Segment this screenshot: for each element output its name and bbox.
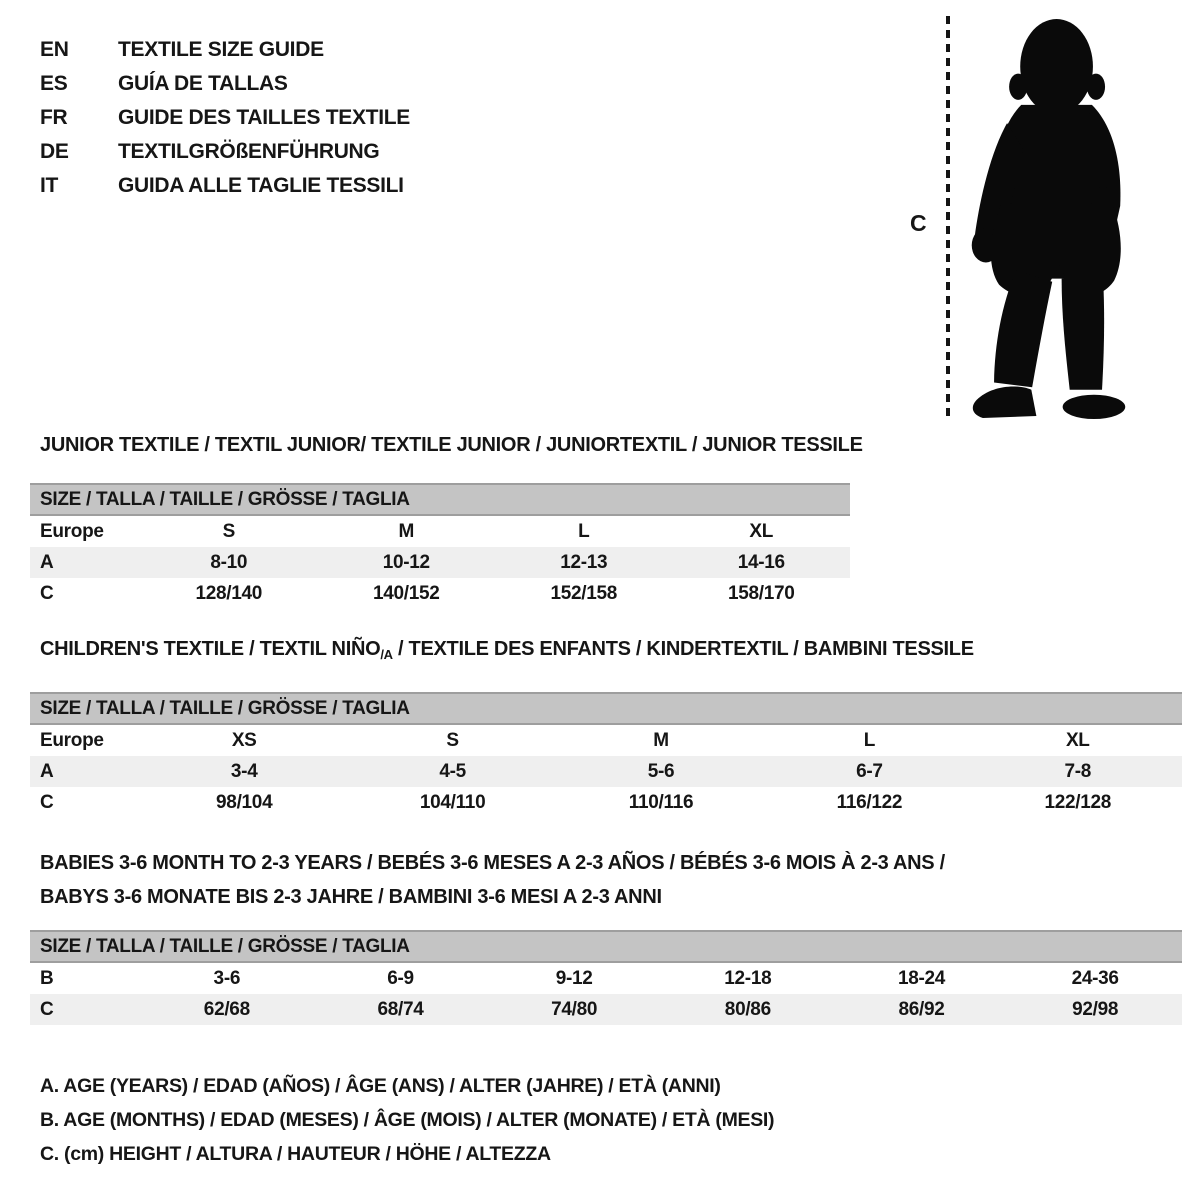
height-cell: 116/122 [836,791,903,813]
table-row-height [30,994,1182,1025]
size-cell: M [653,729,669,751]
table-row-europe [30,725,1182,756]
babies-heading-line1: BABIES 3-6 MONTH TO 2-3 YEARS / BEBÉS 3-6 MESES A 2-3 AÑOS / BÉBÉS 3-6 MOIS À 2-3 ANS / [40,852,945,874]
height-cell: 122/128 [1044,791,1112,813]
height-cell: 140/152 [372,582,440,604]
junior-size-table [30,483,850,609]
language-row-it [40,169,410,203]
row-label: C [40,791,54,813]
babies-heading-line2: BABYS 3-6 MONATE BIS 2-3 JAHRE / BAMBINI 3-6 MESI A 2-3 ANNI [40,886,662,908]
age-cell: 4-5 [439,760,466,782]
legend [40,1069,774,1171]
age-cell: 5-6 [647,760,675,782]
toddler-silhouette-icon [960,14,1138,420]
age-cell: 3-4 [230,760,258,782]
age-cell: 6-7 [856,760,883,782]
guide-title-it: GUIDA ALLE TAGLIE TESSILI [118,174,404,197]
age-cell: 18-24 [897,967,946,989]
height-cell: 86/92 [898,998,945,1020]
age-cell: 6-9 [387,967,414,989]
legend-line-c: C. (cm) HEIGHT / ALTURA / HAUTEUR / HÖHE / ALTEZZA [40,1143,551,1165]
children-heading-sub: /A [380,647,393,662]
children-size-table [30,692,1182,818]
language-row-es [40,67,410,101]
height-cell: 62/68 [203,998,250,1020]
age-cell: 8-10 [210,551,248,573]
table-row-age-months [30,963,1182,994]
height-cell: 104/110 [419,791,486,813]
age-cell: 3-6 [213,967,241,989]
guide-title-en: TEXTILE SIZE GUIDE [118,38,324,61]
row-label: B [40,967,54,989]
height-cell: 80/86 [724,998,771,1020]
children-heading-prefix: CHILDREN'S TEXTILE / TEXTIL NIÑO [40,638,381,660]
guide-title-es: GUÍA DE TALLAS [118,72,288,95]
language-code: FR [40,106,68,129]
language-row-en [40,33,410,67]
height-cell: 92/98 [1072,998,1119,1020]
height-cell: 68/74 [377,998,424,1020]
size-cell: XS [231,729,257,751]
junior-section-heading: JUNIOR TEXTILE / TEXTIL JUNIOR/ TEXTILE JUNIOR / JUNIORTEXTIL / JUNIOR TESSILE [40,434,863,456]
babies-section-heading [40,846,945,914]
size-cell: L [578,520,590,542]
language-code: IT [40,174,59,197]
size-header-bar: SIZE / TALLA / TAILLE / GRÖSSE / TAGLIA [30,483,850,516]
size-cell: M [398,520,415,542]
height-cell: 158/170 [727,582,795,604]
age-cell: 14-16 [737,551,785,573]
language-row-de [40,135,410,169]
height-cell: 74/80 [551,998,598,1020]
row-label: C [40,582,54,604]
row-label: Europe [40,729,104,751]
height-measure-label: C [910,210,927,236]
guide-title-de: TEXTILGRÖßENFÜHRUNG [118,140,380,163]
language-code: DE [40,140,69,163]
age-cell: 7-8 [1064,760,1092,782]
legend-line-a: A. AGE (YEARS) / EDAD (AÑOS) / ÂGE (ANS) / ALTER (JAHRE) / ETÀ (ANNI) [40,1075,721,1097]
language-code: EN [40,38,69,61]
size-cell: L [863,729,876,751]
age-cell: 10-12 [382,551,430,573]
size-cell: XL [1065,729,1090,751]
height-cell: 128/140 [195,582,263,604]
size-cell: S [222,520,235,542]
language-row-fr [40,101,410,135]
row-label: C [40,998,54,1020]
size-header-bar: SIZE / TALLA / TAILLE / GRÖSSE / TAGLIA [30,692,1182,725]
guide-title-fr: GUIDE DES TAILLES TEXTILE [118,106,410,129]
age-cell: 9-12 [555,967,593,989]
children-heading-suffix: / TEXTILE DES ENFANTS / KINDERTEXTIL / BAMBINI TESSILE [392,638,974,660]
height-cell: 110/116 [628,791,694,813]
table-row-height [30,578,850,609]
age-cell: 24-36 [1071,967,1119,989]
babies-size-table [30,930,1182,1025]
size-header-bar: SIZE / TALLA / TAILLE / GRÖSSE / TAGLIA [30,930,1182,963]
table-row-height [30,787,1182,818]
table-row-age [30,756,1182,787]
legend-line-b: B. AGE (MONTHS) / EDAD (MESES) / ÂGE (MOIS) / ALTER (MONATE) / ETÀ (MESI) [40,1109,775,1131]
row-label: Europe [40,520,104,542]
table-row-age [30,547,850,578]
age-cell: 12-13 [560,551,608,573]
height-measure-dashed-line [946,16,950,416]
row-label: A [40,760,54,782]
size-cell: S [446,729,459,751]
height-cell: 98/104 [216,791,273,813]
row-label: A [40,551,54,573]
language-title-list [40,33,410,203]
table-row-europe [30,516,850,547]
children-section-heading [40,638,974,662]
height-cell: 152/158 [550,582,618,604]
age-cell: 12-18 [724,967,772,989]
size-cell: XL [749,520,774,542]
language-code: ES [40,72,68,95]
